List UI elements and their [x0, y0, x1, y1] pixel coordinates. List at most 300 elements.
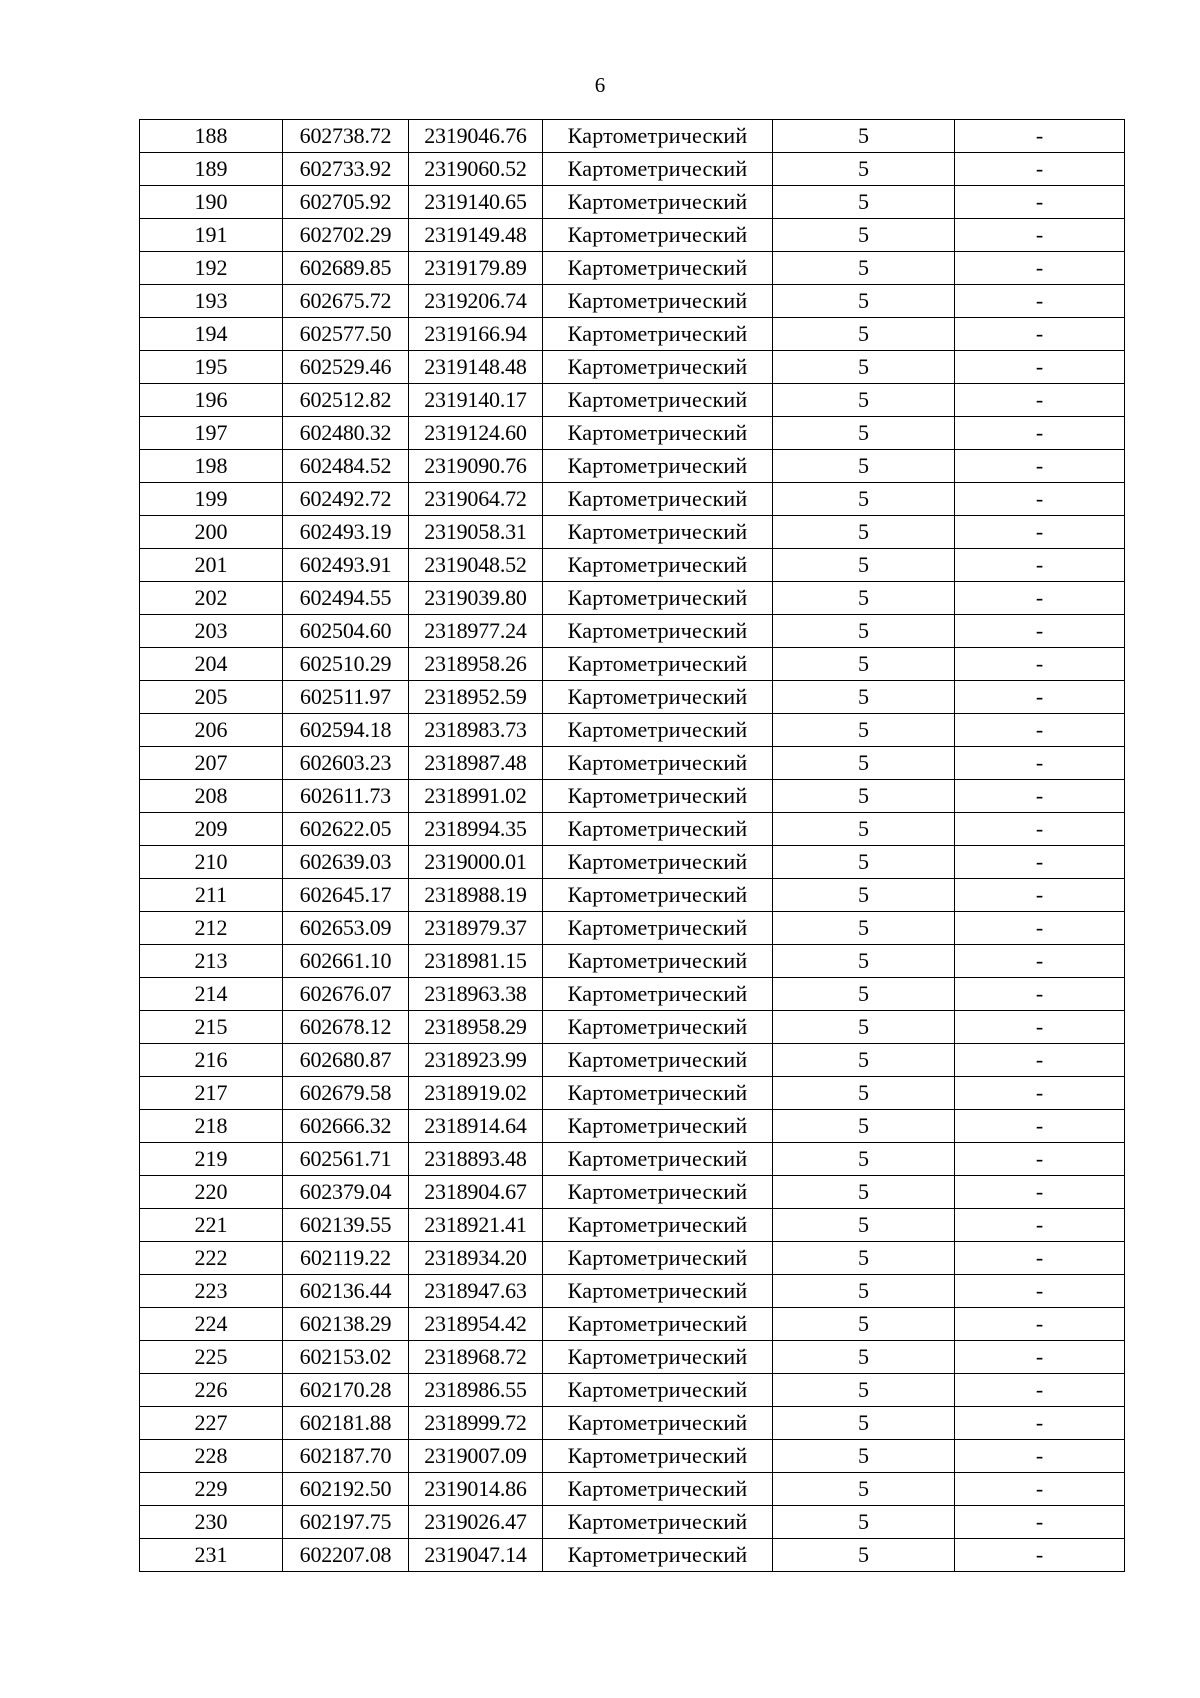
point-number-cell: 197: [140, 417, 283, 450]
x-coordinate-cell: 602676.07: [283, 978, 409, 1011]
y-coordinate-cell: 2319014.86: [409, 1473, 543, 1506]
x-coordinate-cell: 602561.71: [283, 1143, 409, 1176]
method-cell: Картометрический: [543, 1275, 773, 1308]
method-cell: Картометрический: [543, 1374, 773, 1407]
description-cell: -: [955, 1341, 1125, 1374]
table-row: [140, 1275, 1125, 1308]
y-coordinate-cell: 2318977.24: [409, 615, 543, 648]
table-row: [140, 582, 1125, 615]
description-cell: -: [955, 945, 1125, 978]
accuracy-cell: 5: [773, 1407, 955, 1440]
table-row: [140, 1506, 1125, 1539]
description-cell: -: [955, 1473, 1125, 1506]
description-cell: -: [955, 450, 1125, 483]
method-cell: Картометрический: [543, 846, 773, 879]
table-row: [140, 1077, 1125, 1110]
table-row: [140, 549, 1125, 582]
table-row: [140, 714, 1125, 747]
description-cell: -: [955, 318, 1125, 351]
description-cell: -: [955, 1308, 1125, 1341]
accuracy-cell: 5: [773, 1341, 955, 1374]
point-number-cell: 201: [140, 549, 283, 582]
x-coordinate-cell: 602645.17: [283, 879, 409, 912]
table-row: [140, 450, 1125, 483]
method-cell: Картометрический: [543, 714, 773, 747]
point-number-cell: 195: [140, 351, 283, 384]
accuracy-cell: 5: [773, 780, 955, 813]
x-coordinate-cell: 602622.05: [283, 813, 409, 846]
table-row: [140, 384, 1125, 417]
x-coordinate-cell: 602379.04: [283, 1176, 409, 1209]
x-coordinate-cell: 602139.55: [283, 1209, 409, 1242]
method-cell: Картометрический: [543, 153, 773, 186]
accuracy-cell: 5: [773, 1308, 955, 1341]
y-coordinate-cell: 2318986.55: [409, 1374, 543, 1407]
point-number-cell: 218: [140, 1110, 283, 1143]
y-coordinate-cell: 2319149.48: [409, 219, 543, 252]
y-coordinate-cell: 2318983.73: [409, 714, 543, 747]
x-coordinate-cell: 602702.29: [283, 219, 409, 252]
method-cell: Картометрический: [543, 1506, 773, 1539]
point-number-cell: 221: [140, 1209, 283, 1242]
accuracy-cell: 5: [773, 582, 955, 615]
table-row: [140, 516, 1125, 549]
x-coordinate-cell: 602493.91: [283, 549, 409, 582]
x-coordinate-cell: 602170.28: [283, 1374, 409, 1407]
description-cell: -: [955, 879, 1125, 912]
y-coordinate-cell: 2318954.42: [409, 1308, 543, 1341]
x-coordinate-cell: 602494.55: [283, 582, 409, 615]
description-cell: -: [955, 681, 1125, 714]
y-coordinate-cell: 2319206.74: [409, 285, 543, 318]
accuracy-cell: 5: [773, 1176, 955, 1209]
table-row: [140, 1341, 1125, 1374]
table-row: [140, 417, 1125, 450]
point-number-cell: 206: [140, 714, 283, 747]
point-number-cell: 215: [140, 1011, 283, 1044]
method-cell: Картометрический: [543, 351, 773, 384]
y-coordinate-cell: 2318921.41: [409, 1209, 543, 1242]
description-cell: -: [955, 1539, 1125, 1572]
accuracy-cell: 5: [773, 714, 955, 747]
accuracy-cell: 5: [773, 1506, 955, 1539]
x-coordinate-cell: 602119.22: [283, 1242, 409, 1275]
y-coordinate-cell: 2319000.01: [409, 846, 543, 879]
description-cell: -: [955, 1209, 1125, 1242]
table-row: [140, 219, 1125, 252]
table-row: [140, 1473, 1125, 1506]
method-cell: Картометрический: [543, 1407, 773, 1440]
x-coordinate-cell: 602679.58: [283, 1077, 409, 1110]
description-cell: -: [955, 780, 1125, 813]
description-cell: -: [955, 846, 1125, 879]
x-coordinate-cell: 602705.92: [283, 186, 409, 219]
description-cell: -: [955, 1242, 1125, 1275]
method-cell: Картометрический: [543, 582, 773, 615]
method-cell: Картометрический: [543, 615, 773, 648]
y-coordinate-cell: 2318952.59: [409, 681, 543, 714]
description-cell: -: [955, 813, 1125, 846]
accuracy-cell: 5: [773, 1473, 955, 1506]
accuracy-cell: 5: [773, 1539, 955, 1572]
method-cell: Картометрический: [543, 1011, 773, 1044]
y-coordinate-cell: 2319058.31: [409, 516, 543, 549]
method-cell: Картометрический: [543, 483, 773, 516]
point-number-cell: 222: [140, 1242, 283, 1275]
description-cell: -: [955, 714, 1125, 747]
description-cell: -: [955, 351, 1125, 384]
description-cell: -: [955, 912, 1125, 945]
y-coordinate-cell: 2319060.52: [409, 153, 543, 186]
table-row: [140, 153, 1125, 186]
point-number-cell: 208: [140, 780, 283, 813]
table-row: [140, 846, 1125, 879]
description-cell: -: [955, 1077, 1125, 1110]
accuracy-cell: 5: [773, 549, 955, 582]
accuracy-cell: 5: [773, 252, 955, 285]
y-coordinate-cell: 2319179.89: [409, 252, 543, 285]
y-coordinate-cell: 2319090.76: [409, 450, 543, 483]
description-cell: -: [955, 549, 1125, 582]
x-coordinate-cell: 602577.50: [283, 318, 409, 351]
x-coordinate-cell: 602138.29: [283, 1308, 409, 1341]
page-number: 6: [594, 73, 606, 97]
description-cell: -: [955, 1440, 1125, 1473]
accuracy-cell: 5: [773, 153, 955, 186]
accuracy-cell: 5: [773, 219, 955, 252]
point-number-cell: 228: [140, 1440, 283, 1473]
table-row: [140, 252, 1125, 285]
table-row: [140, 318, 1125, 351]
x-coordinate-cell: 602738.72: [283, 120, 409, 153]
table-row: [140, 1539, 1125, 1572]
x-coordinate-cell: 602639.03: [283, 846, 409, 879]
accuracy-cell: 5: [773, 1275, 955, 1308]
point-number-cell: 209: [140, 813, 283, 846]
accuracy-cell: 5: [773, 681, 955, 714]
table-row: [140, 1374, 1125, 1407]
y-coordinate-cell: 2319048.52: [409, 549, 543, 582]
y-coordinate-cell: 2318914.64: [409, 1110, 543, 1143]
y-coordinate-cell: 2319140.65: [409, 186, 543, 219]
x-coordinate-cell: 602511.97: [283, 681, 409, 714]
table-row: [140, 1440, 1125, 1473]
method-cell: Картометрический: [543, 1209, 773, 1242]
y-coordinate-cell: 2319026.47: [409, 1506, 543, 1539]
y-coordinate-cell: 2318999.72: [409, 1407, 543, 1440]
table-row: [140, 1242, 1125, 1275]
point-number-cell: 219: [140, 1143, 283, 1176]
accuracy-cell: 5: [773, 747, 955, 780]
x-coordinate-cell: 602153.02: [283, 1341, 409, 1374]
table-row: [140, 1044, 1125, 1077]
method-cell: Картометрический: [543, 1110, 773, 1143]
y-coordinate-cell: 2319007.09: [409, 1440, 543, 1473]
point-number-cell: 198: [140, 450, 283, 483]
accuracy-cell: 5: [773, 1374, 955, 1407]
y-coordinate-cell: 2318988.19: [409, 879, 543, 912]
y-coordinate-cell: 2318979.37: [409, 912, 543, 945]
table-row: [140, 1110, 1125, 1143]
table-row: [140, 1143, 1125, 1176]
point-number-cell: 189: [140, 153, 283, 186]
accuracy-cell: 5: [773, 450, 955, 483]
description-cell: -: [955, 978, 1125, 1011]
point-number-cell: 207: [140, 747, 283, 780]
point-number-cell: 230: [140, 1506, 283, 1539]
x-coordinate-cell: 602504.60: [283, 615, 409, 648]
method-cell: Картометрический: [543, 1539, 773, 1572]
table-row: [140, 879, 1125, 912]
point-number-cell: 200: [140, 516, 283, 549]
point-number-cell: 224: [140, 1308, 283, 1341]
table-row: [140, 615, 1125, 648]
point-number-cell: 217: [140, 1077, 283, 1110]
table-row: [140, 912, 1125, 945]
description-cell: -: [955, 1011, 1125, 1044]
method-cell: Картометрический: [543, 186, 773, 219]
description-cell: -: [955, 1044, 1125, 1077]
point-number-cell: 193: [140, 285, 283, 318]
accuracy-cell: 5: [773, 978, 955, 1011]
y-coordinate-cell: 2319064.72: [409, 483, 543, 516]
x-coordinate-cell: 602733.92: [283, 153, 409, 186]
x-coordinate-cell: 602207.08: [283, 1539, 409, 1572]
accuracy-cell: 5: [773, 351, 955, 384]
point-number-cell: 202: [140, 582, 283, 615]
method-cell: Картометрический: [543, 516, 773, 549]
accuracy-cell: 5: [773, 1110, 955, 1143]
description-cell: -: [955, 252, 1125, 285]
point-number-cell: 227: [140, 1407, 283, 1440]
accuracy-cell: 5: [773, 945, 955, 978]
x-coordinate-cell: 602661.10: [283, 945, 409, 978]
point-number-cell: 203: [140, 615, 283, 648]
y-coordinate-cell: 2318958.29: [409, 1011, 543, 1044]
point-number-cell: 199: [140, 483, 283, 516]
y-coordinate-cell: 2318904.67: [409, 1176, 543, 1209]
description-cell: -: [955, 153, 1125, 186]
description-cell: -: [955, 120, 1125, 153]
method-cell: Картометрический: [543, 747, 773, 780]
accuracy-cell: 5: [773, 285, 955, 318]
method-cell: Картометрический: [543, 879, 773, 912]
accuracy-cell: 5: [773, 879, 955, 912]
table-row: [140, 1176, 1125, 1209]
method-cell: Картометрический: [543, 681, 773, 714]
accuracy-cell: 5: [773, 1440, 955, 1473]
method-cell: Картометрический: [543, 450, 773, 483]
method-cell: Картометрический: [543, 549, 773, 582]
point-number-cell: 192: [140, 252, 283, 285]
description-cell: -: [955, 582, 1125, 615]
y-coordinate-cell: 2318919.02: [409, 1077, 543, 1110]
method-cell: Картометрический: [543, 1341, 773, 1374]
point-number-cell: 226: [140, 1374, 283, 1407]
description-cell: -: [955, 285, 1125, 318]
x-coordinate-cell: 602136.44: [283, 1275, 409, 1308]
method-cell: Картометрический: [543, 318, 773, 351]
accuracy-cell: 5: [773, 417, 955, 450]
y-coordinate-cell: 2318987.48: [409, 747, 543, 780]
table-row: [140, 1209, 1125, 1242]
x-coordinate-cell: 602480.32: [283, 417, 409, 450]
x-coordinate-cell: 602675.72: [283, 285, 409, 318]
description-cell: -: [955, 516, 1125, 549]
point-number-cell: 188: [140, 120, 283, 153]
table-row: [140, 681, 1125, 714]
accuracy-cell: 5: [773, 1077, 955, 1110]
method-cell: Картометрический: [543, 1077, 773, 1110]
table-row: [140, 186, 1125, 219]
description-cell: -: [955, 1110, 1125, 1143]
y-coordinate-cell: 2318947.63: [409, 1275, 543, 1308]
point-number-cell: 225: [140, 1341, 283, 1374]
x-coordinate-cell: 602594.18: [283, 714, 409, 747]
x-coordinate-cell: 602611.73: [283, 780, 409, 813]
description-cell: -: [955, 219, 1125, 252]
method-cell: Картометрический: [543, 1176, 773, 1209]
accuracy-cell: 5: [773, 813, 955, 846]
point-number-cell: 190: [140, 186, 283, 219]
accuracy-cell: 5: [773, 186, 955, 219]
x-coordinate-cell: 602512.82: [283, 384, 409, 417]
table-row: [140, 483, 1125, 516]
description-cell: -: [955, 1275, 1125, 1308]
description-cell: -: [955, 747, 1125, 780]
point-number-cell: 191: [140, 219, 283, 252]
y-coordinate-cell: 2318934.20: [409, 1242, 543, 1275]
method-cell: Картометрический: [543, 1044, 773, 1077]
method-cell: Картометрический: [543, 285, 773, 318]
table-row: [140, 747, 1125, 780]
x-coordinate-cell: 602181.88: [283, 1407, 409, 1440]
table-row: [140, 780, 1125, 813]
description-cell: -: [955, 384, 1125, 417]
x-coordinate-cell: 602493.19: [283, 516, 409, 549]
method-cell: Картометрический: [543, 945, 773, 978]
method-cell: Картометрический: [543, 384, 773, 417]
table-row: [140, 1308, 1125, 1341]
table-row: [140, 351, 1125, 384]
x-coordinate-cell: 602529.46: [283, 351, 409, 384]
table-row: [140, 978, 1125, 1011]
accuracy-cell: 5: [773, 120, 955, 153]
table-row: [140, 813, 1125, 846]
x-coordinate-cell: 602187.70: [283, 1440, 409, 1473]
description-cell: -: [955, 1374, 1125, 1407]
y-coordinate-cell: 2318968.72: [409, 1341, 543, 1374]
x-coordinate-cell: 602678.12: [283, 1011, 409, 1044]
point-number-cell: 194: [140, 318, 283, 351]
coordinates-table: [139, 119, 1125, 1572]
method-cell: Картометрический: [543, 252, 773, 285]
point-number-cell: 216: [140, 1044, 283, 1077]
description-cell: -: [955, 615, 1125, 648]
accuracy-cell: 5: [773, 516, 955, 549]
accuracy-cell: 5: [773, 615, 955, 648]
y-coordinate-cell: 2319140.17: [409, 384, 543, 417]
point-number-cell: 223: [140, 1275, 283, 1308]
x-coordinate-cell: 602484.52: [283, 450, 409, 483]
description-cell: -: [955, 1407, 1125, 1440]
accuracy-cell: 5: [773, 1011, 955, 1044]
y-coordinate-cell: 2319166.94: [409, 318, 543, 351]
table-row: [140, 285, 1125, 318]
y-coordinate-cell: 2318958.26: [409, 648, 543, 681]
point-number-cell: 212: [140, 912, 283, 945]
method-cell: Картометрический: [543, 120, 773, 153]
x-coordinate-cell: 602492.72: [283, 483, 409, 516]
point-number-cell: 205: [140, 681, 283, 714]
x-coordinate-cell: 602603.23: [283, 747, 409, 780]
point-number-cell: 231: [140, 1539, 283, 1572]
method-cell: Картометрический: [543, 912, 773, 945]
y-coordinate-cell: 2319047.14: [409, 1539, 543, 1572]
point-number-cell: 210: [140, 846, 283, 879]
x-coordinate-cell: 602680.87: [283, 1044, 409, 1077]
y-coordinate-cell: 2318991.02: [409, 780, 543, 813]
point-number-cell: 196: [140, 384, 283, 417]
method-cell: Картометрический: [543, 1242, 773, 1275]
table-row: [140, 648, 1125, 681]
x-coordinate-cell: 602666.32: [283, 1110, 409, 1143]
point-number-cell: 229: [140, 1473, 283, 1506]
description-cell: -: [955, 186, 1125, 219]
y-coordinate-cell: 2319046.76: [409, 120, 543, 153]
point-number-cell: 211: [140, 879, 283, 912]
method-cell: Картометрический: [543, 1473, 773, 1506]
method-cell: Картометрический: [543, 1440, 773, 1473]
point-number-cell: 214: [140, 978, 283, 1011]
description-cell: -: [955, 648, 1125, 681]
method-cell: Картометрический: [543, 417, 773, 450]
point-number-cell: 213: [140, 945, 283, 978]
table-row: [140, 945, 1125, 978]
x-coordinate-cell: 602653.09: [283, 912, 409, 945]
x-coordinate-cell: 602192.50: [283, 1473, 409, 1506]
method-cell: Картометрический: [543, 219, 773, 252]
x-coordinate-cell: 602689.85: [283, 252, 409, 285]
description-cell: -: [955, 1143, 1125, 1176]
y-coordinate-cell: 2319039.80: [409, 582, 543, 615]
method-cell: Картометрический: [543, 648, 773, 681]
accuracy-cell: 5: [773, 318, 955, 351]
method-cell: Картометрический: [543, 978, 773, 1011]
accuracy-cell: 5: [773, 648, 955, 681]
accuracy-cell: 5: [773, 1143, 955, 1176]
y-coordinate-cell: 2318963.38: [409, 978, 543, 1011]
accuracy-cell: 5: [773, 384, 955, 417]
y-coordinate-cell: 2319124.60: [409, 417, 543, 450]
x-coordinate-cell: 602510.29: [283, 648, 409, 681]
point-number-cell: 220: [140, 1176, 283, 1209]
method-cell: Картометрический: [543, 780, 773, 813]
table-row: [140, 1011, 1125, 1044]
description-cell: -: [955, 483, 1125, 516]
coordinates-table-body: [140, 120, 1125, 1572]
accuracy-cell: 5: [773, 1209, 955, 1242]
y-coordinate-cell: 2318893.48: [409, 1143, 543, 1176]
method-cell: Картометрический: [543, 1143, 773, 1176]
x-coordinate-cell: 602197.75: [283, 1506, 409, 1539]
accuracy-cell: 5: [773, 846, 955, 879]
accuracy-cell: 5: [773, 483, 955, 516]
description-cell: -: [955, 1506, 1125, 1539]
y-coordinate-cell: 2318923.99: [409, 1044, 543, 1077]
method-cell: Картометрический: [543, 1308, 773, 1341]
method-cell: Картометрический: [543, 813, 773, 846]
